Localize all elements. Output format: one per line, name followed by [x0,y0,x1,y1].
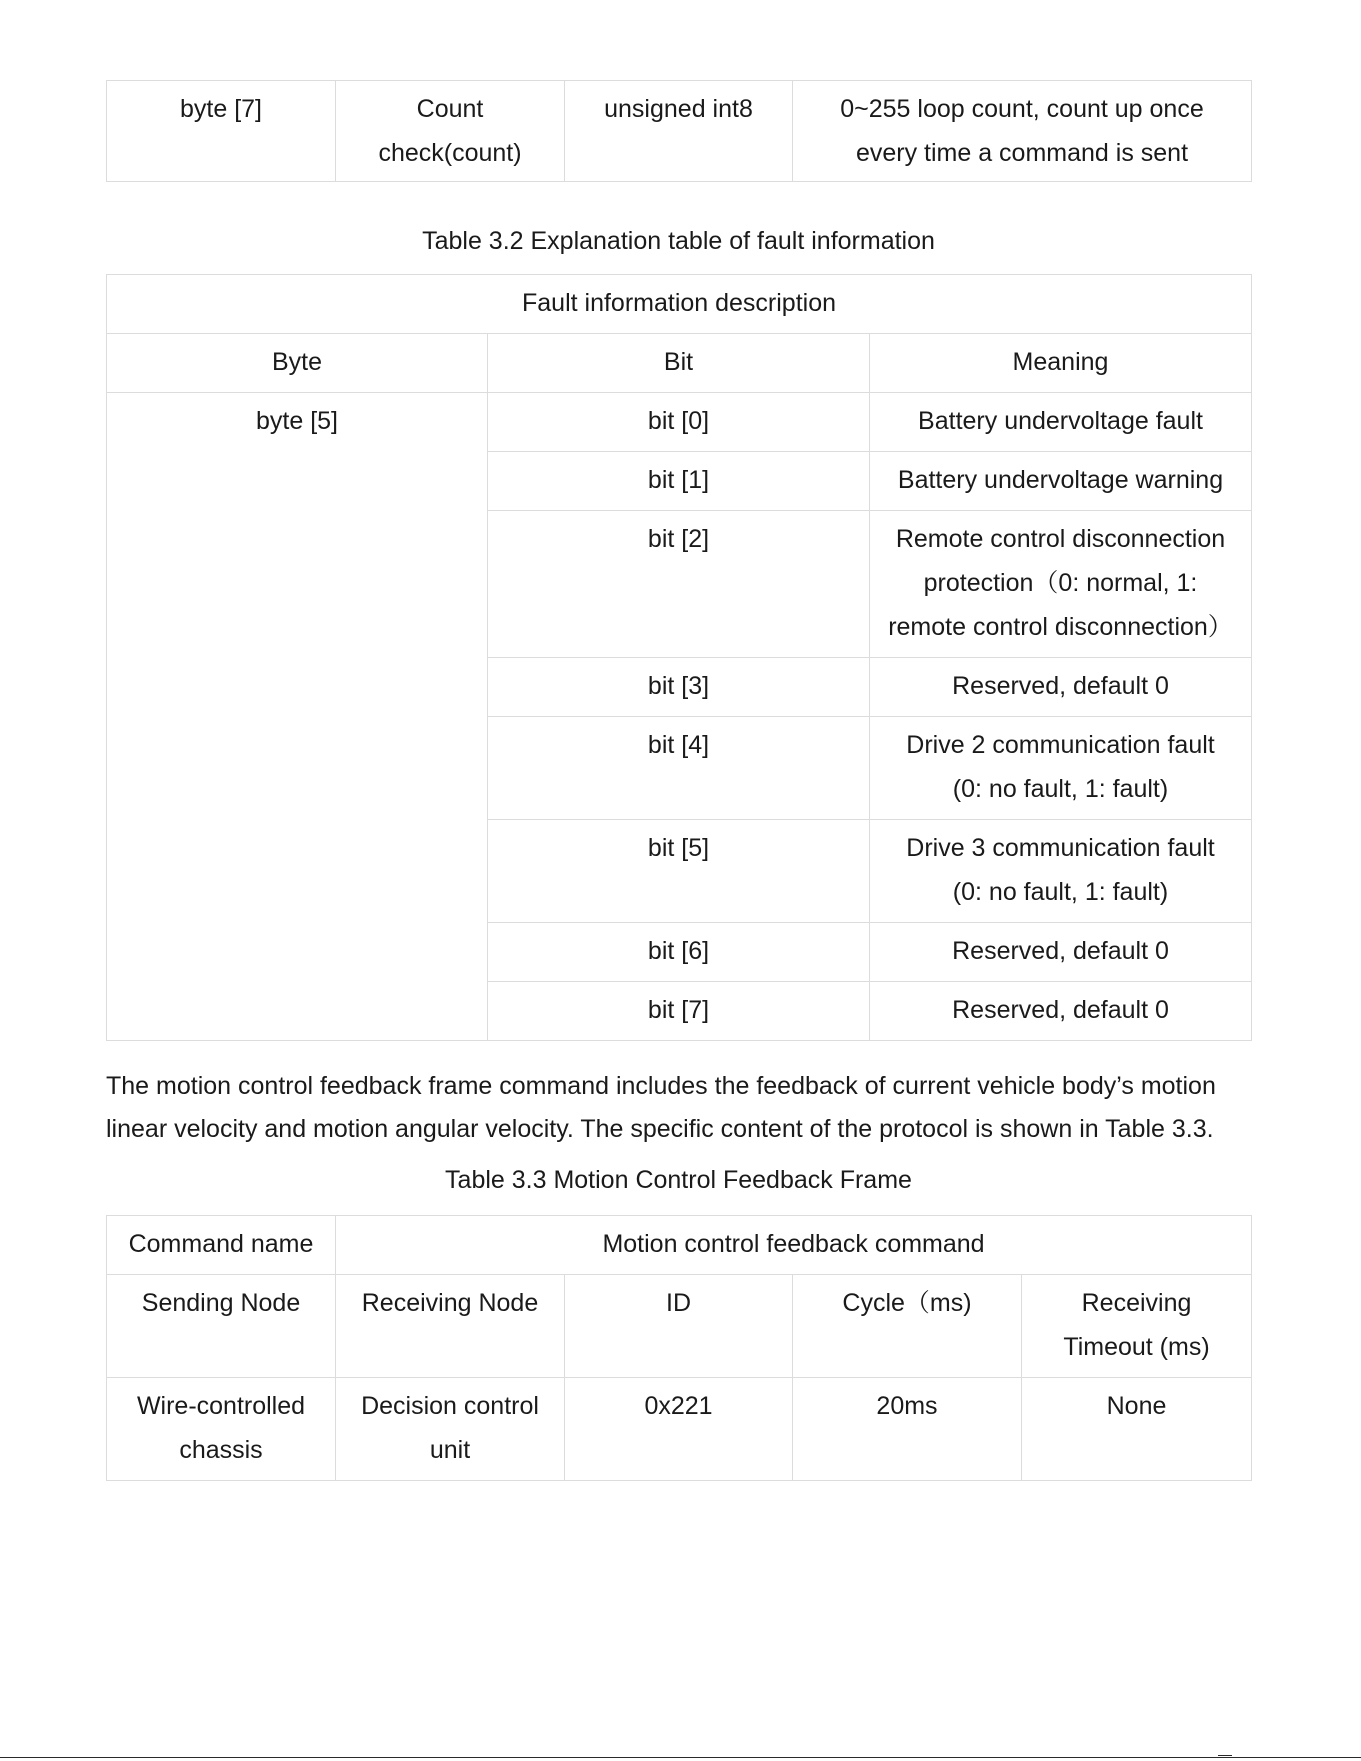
table-row [107,1378,1252,1481]
document-page [106,80,1251,1481]
table-title-cell: Fault information description [107,275,1252,334]
bit-cell: bit [6] [488,923,870,982]
page-bottom-rule [0,1757,1361,1758]
column-header: Bit [488,334,870,393]
table-top-continuation [106,80,1252,182]
body-paragraph: The motion control feedback frame command includes the feedback of current vehicle body’s motion linear velocity and motion angular velocity. The specific content of the protocol is shown in Table 3.3. [106,1072,1216,1143]
column-header: Receiving Node [336,1275,565,1378]
table-cell: Count check(count) [336,81,565,182]
bit-cell: bit [5] [488,820,870,923]
bit-cell: bit [4] [488,717,870,820]
meaning-cell: Reserved, default 0 [870,658,1252,717]
table-cell: byte [7] [107,81,336,182]
bit-cell: bit [1] [488,452,870,511]
table-cell: Wire-controlled chassis [107,1378,336,1481]
table-header-row [107,1275,1252,1378]
meaning-cell: Battery undervoltage warning [870,452,1252,511]
bit-cell: bit [2] [488,511,870,658]
column-header: Meaning [870,334,1252,393]
table-cell: Decision control unit [336,1378,565,1481]
table-cell: 0~255 loop count, count up once every time a command is sent [793,81,1252,182]
table-cell: None [1022,1378,1252,1481]
bit-cell: bit [3] [488,658,870,717]
command-name-label: Command name [107,1216,336,1275]
command-name-value: Motion control feedback command [336,1216,1252,1275]
bit-cell: bit [0] [488,393,870,452]
table-row [107,393,1252,452]
column-header: Byte [107,334,488,393]
table-cell: 20ms [793,1378,1022,1481]
page-bottom-mark [1218,1755,1232,1756]
meaning-cell: Drive 2 communication fault (0: no fault, 1: fault) [870,717,1252,820]
meaning-cell: Remote control disconnection protection（0: normal, 1: remote control disconnection） [870,511,1252,658]
column-header: Cycle（ms) [793,1275,1022,1378]
byte-cell: byte [5] [107,393,488,1041]
meaning-cell: Drive 3 communication fault (0: no fault, 1: fault) [870,820,1252,923]
table-row [107,1216,1252,1275]
table-row [107,81,1252,182]
table-cell: 0x221 [565,1378,793,1481]
meaning-cell: Battery undervoltage fault [870,393,1252,452]
column-header: Receiving Timeout (ms) [1022,1275,1252,1378]
bit-cell: bit [7] [488,982,870,1041]
meaning-cell: Reserved, default 0 [870,982,1252,1041]
column-header: Sending Node [107,1275,336,1378]
table-caption-3-3: Table 3.3 Motion Control Feedback Frame [445,1166,912,1194]
table-header-row [107,334,1252,393]
table-cell: unsigned int8 [565,81,793,182]
table-caption-3-2: Table 3.2 Explanation table of fault information [422,227,935,255]
table-row [107,275,1252,334]
table-fault-information [106,274,1252,1041]
meaning-cell: Reserved, default 0 [870,923,1252,982]
table-motion-control-feedback [106,1215,1252,1481]
column-header: ID [565,1275,793,1378]
